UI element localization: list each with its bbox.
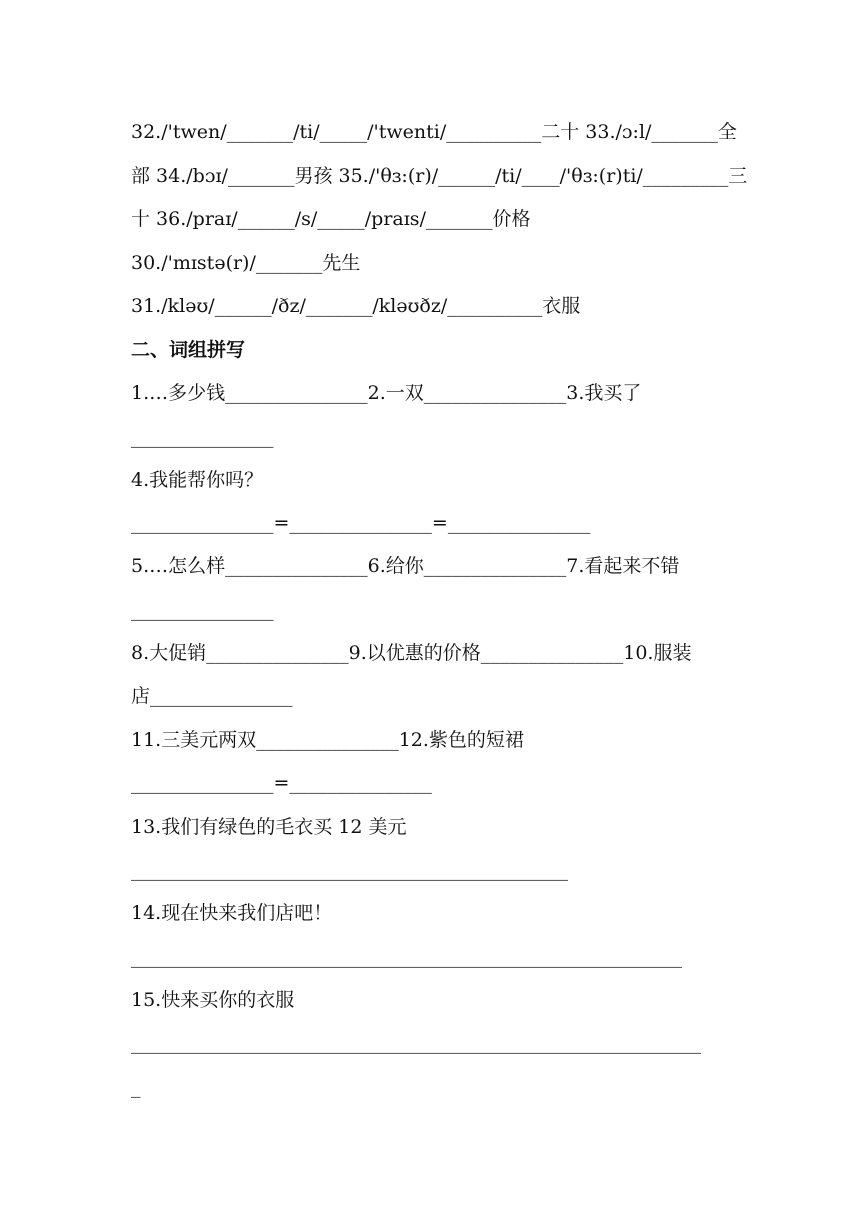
phrase-line-10: _______________=_______________ xyxy=(131,772,432,794)
phrase-line-13: 14.现在快来我们店吧！ xyxy=(131,902,333,924)
section-title: 二、词组拼写 xyxy=(131,339,246,361)
phrase-line-11: 13.我们有绿色的毛衣买 12 美元 xyxy=(131,816,407,838)
phrase-line-6: _______________ xyxy=(131,599,274,621)
phrase-line-12: ______________________________________________ xyxy=(131,859,568,881)
phrase-line-4: _______________=_______________=_______________ xyxy=(131,512,591,534)
phrase-line-2: _______________ xyxy=(131,426,274,448)
phonetic-line-1: 32./'twen/_______/ti/_____/'twenti/__________二十 33./ɔ:l/_______全 xyxy=(131,121,737,143)
phrase-line-7: 8.大促销_______________9.以优惠的价格_______________10.服装 xyxy=(131,642,692,664)
phrase-line-17: _ xyxy=(131,1076,141,1098)
phonetic-line-5: 31./kləʊ/______/ðz/_______/kləʊðz/__________衣服 xyxy=(131,295,581,317)
phonetic-line-4: 30./'mɪstə(r)/_______先生 xyxy=(131,252,361,274)
phonetic-line-3: 十 36./praɪ/______/s/_____/praɪs/_______价格 xyxy=(131,208,531,230)
phrase-line-8: 店_______________ xyxy=(131,685,293,707)
phrase-line-9: 11.三美元两双_______________12.紫色的短裙 xyxy=(131,729,524,751)
phrase-line-16: ____________________________________________________________ xyxy=(131,1032,701,1054)
phrase-line-15: 15.快来买你的衣服 xyxy=(131,989,295,1011)
phrase-line-3: 4.我能帮你吗？ xyxy=(131,469,264,491)
phrase-line-14: __________________________________________________________ xyxy=(131,946,682,968)
phrase-line-1: 1.…多少钱_______________2.一双_______________3.我买了 xyxy=(131,382,642,404)
phrase-line-5: 5.…怎么样_______________6.给你_______________7.看起来不错 xyxy=(131,555,680,577)
phonetic-line-2: 部 34./bɔɪ/_______男孩 35./'θɜ:(r)/______/ti/____/'θɜ:(r)ti/_________三 xyxy=(131,165,748,187)
